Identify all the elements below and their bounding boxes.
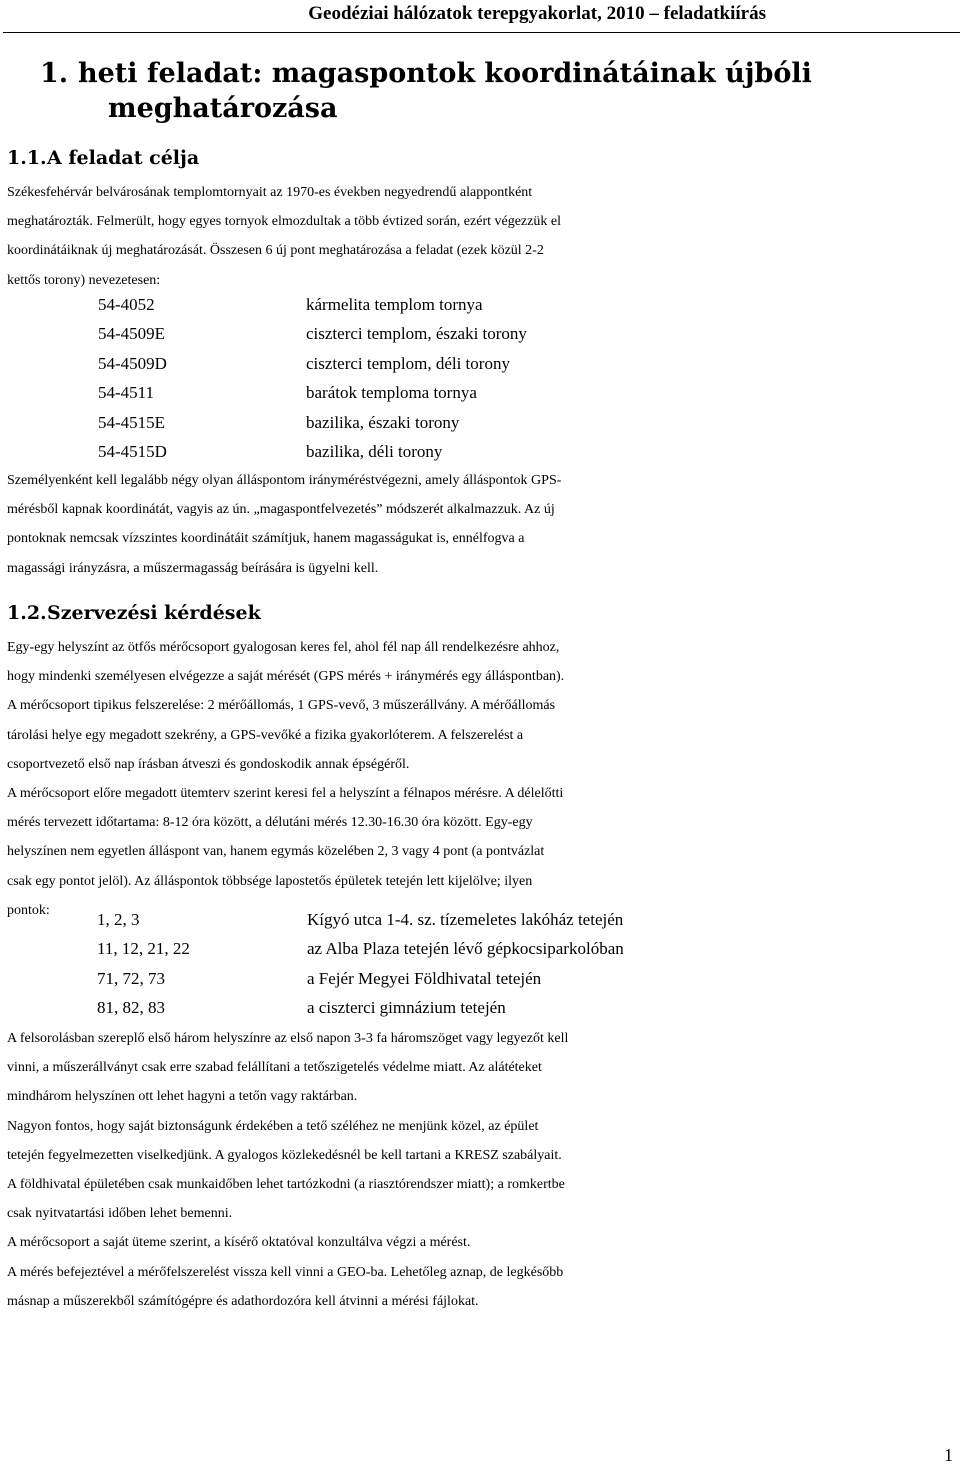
point-code: 54-4509D [98,353,167,373]
point-description: ciszterci templom, északi torony [306,324,527,344]
goal-intro-paragraph [7,178,957,295]
paragraph-line: vinni, a műszerállványt csak erre szabad felállítani a tetőszigetelés védelme miatt. Az alátéteket [7,1060,542,1076]
paragraph-line: kettős torony) nevezetesen: [7,272,161,288]
paragraph-line: magassági irányzásra, a műszermagasság beírására is ügyelni kell. [7,560,379,576]
paragraph-line: mindhárom helyszínen ott lehet hagyni a tetőn vagy raktárban. [7,1089,358,1105]
main-heading-line2: meghatározása [108,93,338,124]
section-number: 1.2. [7,602,47,624]
paragraph-line: Nagyon fontos, hogy saját biztonságunk érdekében a tető széléhez ne menjünk közel, az épület [7,1118,539,1134]
point-code: 54-4509E [98,324,166,344]
paragraph-line: A földhivatal épületében csak munkaidőben lehet tartózkodni (a riasztórendszer miatt); a romkertbe [7,1176,565,1192]
paragraph-line: tetején fegyelmezetten viselkedjünk. A gyalogos közlekedésnél be kell tartani a KRESZ szabályait. [7,1147,562,1163]
paragraph-line: A mérőcsoport előre megadott ütemterv szerint keresi fel a helyszínt a félnapos mérésre. A délelőtti [7,785,564,801]
main-heading [40,56,900,126]
main-heading-line1: heti feladat: magaspontok koordinátáinak újbóli [78,58,812,89]
site-points: 81, 82, 83 [97,998,165,1018]
site-points: 1, 2, 3 [97,910,140,929]
site-description: a Fejér Megyei Földhivatal tetején [307,968,542,988]
main-heading-number: 1. [40,58,69,89]
point-description: ciszterci templom, déli torony [306,353,510,373]
paragraph-line: mérésből kapnak koordinátát, vagyis az ún. „magaspontfelvezetés” módszerét alkalmazzuk. Az új [7,502,555,518]
point-description: kármelita templom tornya [306,295,483,314]
paragraph-line: tárolási helye egy megadott szekrény, a GPS-vevőké a fizika gyakorlóterem. A felszerelést a [7,727,524,743]
paragraph-line: koordinátáiknak új meghatározását. Összesen 6 új pont meghatározása a feladat (ezek közül 2-2 [7,243,544,259]
paragraph-line: pontoknak nemcsak vízszintes koordinátáit számítjuk, hanem magasságukat is, ennélfogva a [7,531,525,547]
point-description: bazilika, északi torony [306,412,460,432]
point-code: 54-4515D [98,441,167,461]
site-rules-paragraph [7,1024,957,1316]
point-code: 54-4511 [98,383,155,403]
paragraph-line: Székesfehérvár belvárosának templomtornyait az 1970-es években negyedrendű alappontként [7,185,533,200]
section-title: Szervezési kérdések [47,602,261,624]
site-description: a ciszterci gimnázium tetején [307,998,506,1018]
goal-method-paragraph [7,466,957,583]
section-title: A feladat célja [47,147,200,169]
site-points: 71, 72, 73 [97,968,165,988]
paragraph-line: Személyenként kell legalább négy olyan álláspontom irányméréstvégezni, amely álláspontok GPS- [7,473,562,488]
paragraph-line: mérés tervezett időtartama: 8-12 óra között, a délutáni mérés 12.30-16.30 óra között. Egy-egy [7,815,533,831]
point-code: 54-4515E [98,412,166,432]
site-points: 11, 12, 21, 22 [97,939,190,959]
paragraph-line: A mérés befejeztével a mérőfelszerelést vissza kell vinni a GEO-ba. Lehetőleg aznap, de legkésőbb [7,1264,564,1280]
organization-paragraph [7,633,957,925]
section-heading-goal [7,147,199,169]
paragraph-line: Egy-egy helyszínt az ötfős mérőcsoport gyalogosan keres fel, ahol fél nap áll rendelkezésre ahhoz, [7,640,560,655]
paragraph-line: meghatározták. Felmerült, hogy egyes tornyok elmozdultak a több évtized során, ezért végezzük el [7,214,561,230]
paragraph-line: pontok: [7,902,50,918]
paragraph-line: A felsorolásban szereplő első három helyszínre az első napon 3-3 fa háromszöget vagy legyezőt kell [7,1031,569,1046]
site-description: az Alba Plaza tetején lévő gépkocsiparkolóban [307,939,624,959]
section-number: 1.1. [7,147,47,169]
point-description: bazilika, déli torony [306,441,443,461]
paragraph-line: csoportvezető első nap írásban átveszi és gondoskodik annak épségéről. [7,756,410,772]
paragraph-line: hogy mindenki személyesen elvégezze a saját mérését (GPS mérés + iránymérés egy álláspontban). [7,669,565,685]
paragraph-line: A mérőcsoport a saját üteme szerint, a kísérő oktatóval konzultálva végzi a mérést. [7,1235,471,1251]
paragraph-line: másnap a műszerekből számítógépre és adathordozóra kell átvinni a mérési fájlokat. [7,1293,479,1309]
paragraph-line: A mérőcsoport tipikus felszerelése: 2 mérőállomás, 1 GPS-vevő, 3 műszerállvány. A mérőállomás [7,698,556,714]
point-code: 54-4052 [98,295,155,314]
section-heading-organization [7,602,261,624]
running-header: Geodéziai hálózatok terepgyakorlat, 2010 – feladatkiírás [308,3,766,24]
paragraph-line: csak nyitvatartási időben lehet bemenni. [7,1206,233,1222]
point-description: barátok temploma tornya [306,383,477,403]
site-description: Kígyó utca 1-4. sz. tízemeletes lakóház tetején [307,910,624,929]
paragraph-line: csak egy pontot jelöl). Az álláspontok többsége lapostetős épületek tetején lett kijelölve; ilyen [7,873,533,889]
header-rule [3,32,960,33]
paragraph-line: helyszínen nem egyetlen álláspont van, hanem egymás közelében 2, 3 vagy 4 pont (a pontvázlat [7,844,545,860]
page-number: 1 [944,1445,953,1465]
